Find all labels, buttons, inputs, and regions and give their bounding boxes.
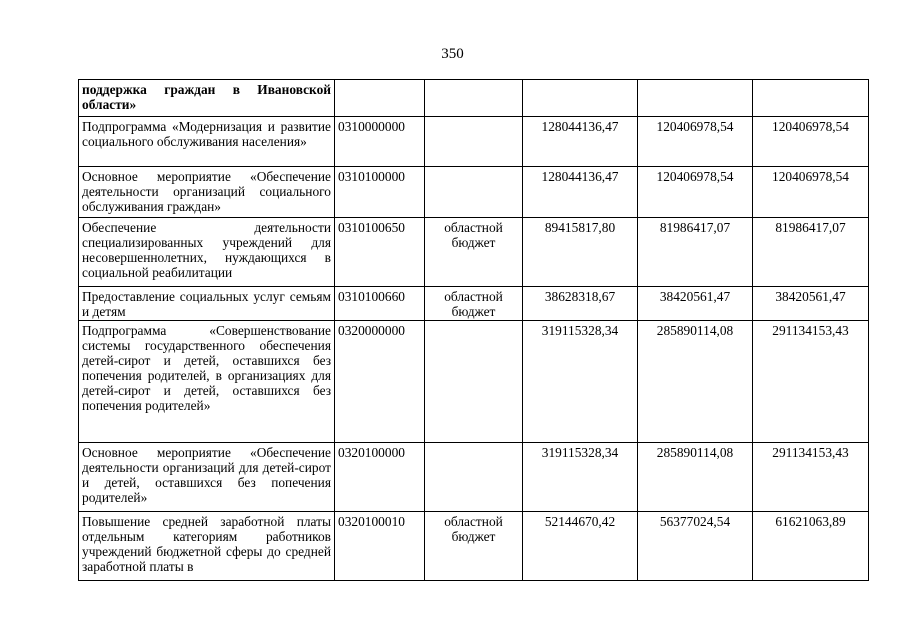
row-source: [425, 80, 523, 117]
row-value-2: 81986417,07: [638, 218, 753, 287]
row-value-2: 120406978,54: [638, 167, 753, 218]
row-value-2: 120406978,54: [638, 117, 753, 167]
row-name: Основное мероприятие «Обеспечение деятельности организаций для детей-сирот и детей, оставшихся без попечения родителей»: [79, 443, 335, 512]
table-row: [79, 167, 869, 218]
table-row: [79, 287, 869, 321]
row-value-3: 81986417,07: [753, 218, 869, 287]
row-name: Повышение средней заработной платы отдельным категориям работников учреждений бюджетной сферы до средней заработной платы в: [79, 512, 335, 581]
row-name: Предоставление социальных услуг семьям и детям: [79, 287, 335, 321]
row-value-2: 285890114,08: [638, 321, 753, 443]
row-value-1: 52144670,42: [523, 512, 638, 581]
table-row: [79, 443, 869, 512]
row-code: 0320000000: [335, 321, 425, 443]
row-name: Подпрограмма «Совершенствование системы государственного обеспечения детей-сирот и детей, оставшихся без попечения родителей, в организациях для детей-сирот и детей, оставшихся без попечения родителей»: [79, 321, 335, 443]
row-source: [425, 443, 523, 512]
row-source: областной бюджет: [425, 287, 523, 321]
row-source: областной бюджет: [425, 512, 523, 581]
table-row: [79, 80, 869, 117]
row-code: 0320100010: [335, 512, 425, 581]
row-code: 0310100000: [335, 167, 425, 218]
row-value-3: 120406978,54: [753, 117, 869, 167]
table-row: [79, 321, 869, 443]
row-value-2: 285890114,08: [638, 443, 753, 512]
row-value-1: [523, 80, 638, 117]
row-value-1: 319115328,34: [523, 443, 638, 512]
row-value-1: 319115328,34: [523, 321, 638, 443]
row-code: 0310100660: [335, 287, 425, 321]
row-source: [425, 167, 523, 218]
row-value-1: 89415817,80: [523, 218, 638, 287]
row-name: Обеспечение деятельности специализированных учреждений для несовершеннолетних, нуждающихся в социальной реабилитации: [79, 218, 335, 287]
table-row: [79, 117, 869, 167]
row-value-1: 38628318,67: [523, 287, 638, 321]
row-code: 0310100650: [335, 218, 425, 287]
row-source: областной бюджет: [425, 218, 523, 287]
row-code: 0310000000: [335, 117, 425, 167]
row-name: поддержка граждан в Ивановской области»: [79, 80, 335, 117]
row-name: Основное мероприятие «Обеспечение деятельности организаций социального обслуживания граждан»: [79, 167, 335, 218]
row-source: [425, 321, 523, 443]
row-value-2: 38420561,47: [638, 287, 753, 321]
row-value-3: 291134153,43: [753, 321, 869, 443]
row-value-3: 61621063,89: [753, 512, 869, 581]
row-name: Подпрограмма «Модернизация и развитие социального обслуживания населения»: [79, 117, 335, 167]
row-code: 0320100000: [335, 443, 425, 512]
row-value-3: 291134153,43: [753, 443, 869, 512]
row-value-2: 56377024,54: [638, 512, 753, 581]
row-value-1: 128044136,47: [523, 117, 638, 167]
row-value-3: 120406978,54: [753, 167, 869, 218]
table-row: [79, 218, 869, 287]
row-value-2: [638, 80, 753, 117]
row-code: [335, 80, 425, 117]
table-row: [79, 512, 869, 581]
row-value-3: 38420561,47: [753, 287, 869, 321]
budget-table: [78, 79, 869, 581]
page-number: 350: [441, 46, 464, 62]
row-value-1: 128044136,47: [523, 167, 638, 218]
row-source: [425, 117, 523, 167]
row-value-3: [753, 80, 869, 117]
